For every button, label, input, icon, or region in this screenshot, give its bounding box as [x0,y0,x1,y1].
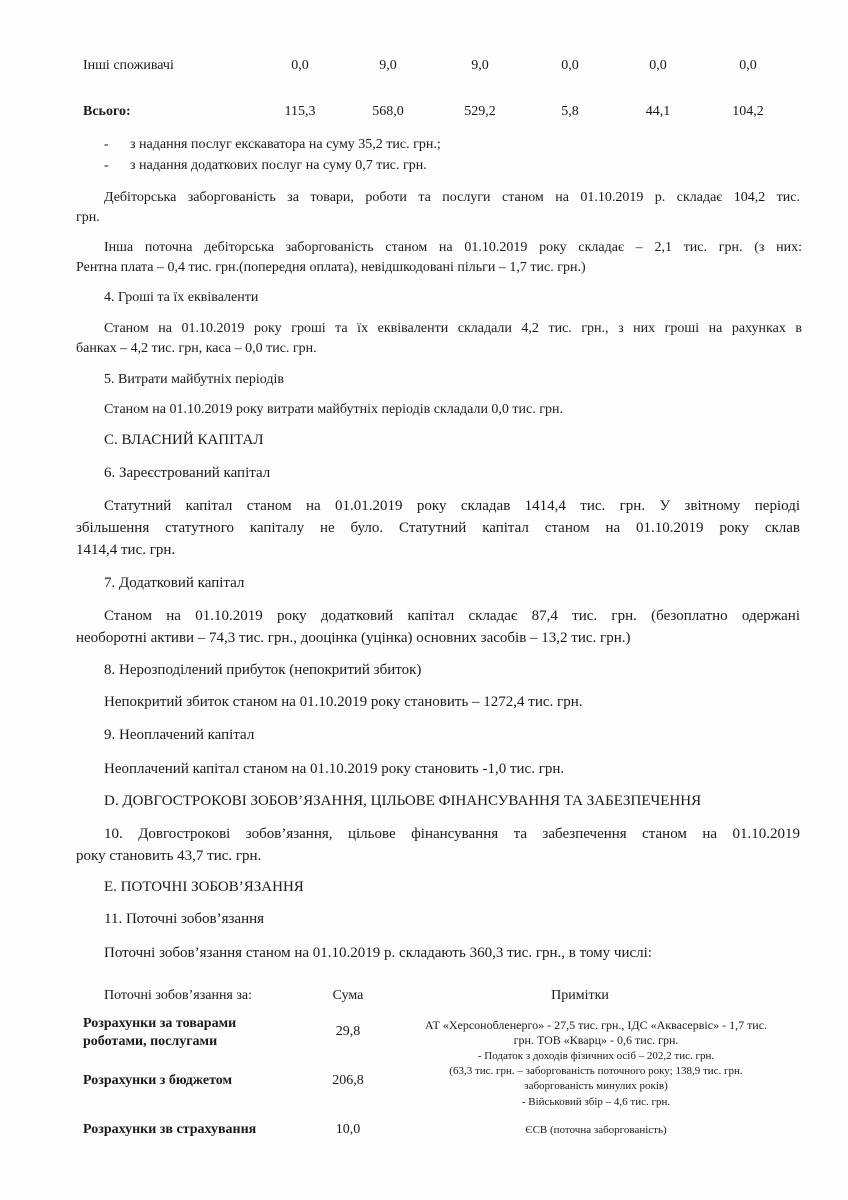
table-cell: 0,0 [739,58,757,73]
paragraph-line: Статутний капітал станом на 01.01.2019 року складав 1414,4 тис. грн. У звітному періоді [104,498,800,514]
table-row-note: - Військовий збір – 4,6 тис. грн. [521,1096,671,1108]
section-heading: 7. Додатковий капітал [104,575,245,591]
paragraph-line: грн. [76,210,100,225]
paragraph-line: Станом на 01.10.2019 року витрати майбутніх періодів складали 0,0 тис. грн. [104,402,563,417]
paragraph-line: Станом на 01.10.2019 року додатковий капітал складає 87,4 тис. грн. (безоплатно одержані [104,608,800,624]
section-heading: 9. Неоплачений капітал [104,727,255,743]
table-row-note: АТ «Херсонобленерго» - 27,5 тис. грн., ІДС «Аквасервіс» - 1,7 тис. [424,1018,768,1032]
table-cell: 9,0 [379,58,397,73]
table-row-note: заборгованість минулих років) [524,1080,668,1092]
table-row-note: грн. ТОВ «Кварц» - 0,6 тис. грн. [513,1033,679,1047]
section-heading: 6. Зареєстрований капітал [104,465,271,481]
section-heading: 11. Поточні зобов’язання [104,911,265,927]
table-row-sum: 10,0 [335,1122,361,1137]
table-cell: 44,1 [645,104,671,119]
table-row-sum: 29,8 [335,1024,361,1039]
section-heading: D. ДОВГОСТРОКОВІ ЗОБОВ’ЯЗАННЯ, ЦІЛЬОВЕ ФІНАНСУВАННЯ ТА ЗАБЕЗПЕЧЕННЯ [104,793,702,809]
table-cell: 0,0 [561,58,579,73]
table-cell: 0,0 [649,58,667,73]
table-cell: 104,2 [732,104,764,119]
paragraph-line: банках – 4,2 тис. грн, каса – 0,0 тис. грн. [76,341,317,356]
list-item: з надання додаткових послуг на суму 0,7 тис. грн. [130,158,427,173]
row-label-other-consumers: Інші споживачі [83,58,174,73]
paragraph-line: Станом на 01.10.2019 року гроші та їх еквіваленти складали 4,2 тис. грн., з них гроші на рахунках в [104,321,802,336]
table-row-note: ЄСВ (поточна заборгованість) [525,1124,667,1136]
bullet-dash: - [104,158,109,173]
table-cell: 5,8 [561,104,579,119]
paragraph-line: Дебіторська заборгованість за товари, роботи та послуги станом на 01.10.2019 р. складає 104,2 тис. [104,190,800,205]
section-heading: С. ВЛАСНИЙ КАПІТАЛ [104,432,264,448]
bullet-dash: - [104,137,109,152]
section-heading: Е. ПОТОЧНІ ЗОБОВ’ЯЗАННЯ [104,879,304,895]
paragraph-line: збільшення статутного капіталу не було. Статутний капітал станом на 01.10.2019 року склав [76,520,800,536]
paragraph-line: Непокритий збиток станом на 01.10.2019 року становить – 1272,4 тис. грн. [104,694,583,710]
table-header-sum: Сума [332,988,364,1003]
table-header-notes: Примітки [551,988,609,1003]
table-row-label: Розрахунки за товарами [83,1016,237,1031]
paragraph-line: Рентна плата – 0,4 тис. грн.(попередня оплата), невідшкодовані пільги – 1,7 тис. грн.) [76,260,586,275]
section-heading: 5. Витрати майбутніх періодів [104,372,284,387]
section-heading: 8. Нерозподілений прибуток (непокритий збиток) [104,662,422,678]
paragraph-line: 1414,4 тис. грн. [76,542,176,558]
paragraph-line: необоротні активи – 74,3 тис. грн., дооцінка (уцінка) основних засобів – 13,2 тис. грн.) [76,630,631,646]
table-row-label: Розрахунки з бюджетом [83,1073,233,1088]
paragraph-line: року становить 43,7 тис. грн. [76,848,262,864]
table-cell: 529,2 [464,104,496,119]
table-row-note: (63,3 тис. грн. – заборгованість поточного року; 138,9 тис. грн. [449,1065,743,1077]
table-row-sum: 206,8 [332,1073,364,1088]
table-cell: 9,0 [471,58,489,73]
row-label-total: Всього: [83,104,131,119]
table-row-label: Розрахунки зв страхування [83,1122,257,1137]
section-heading: 4. Гроші та їх еквіваленти [104,290,259,305]
table-cell: 568,0 [372,104,404,119]
table-row-label: роботами, послугами [83,1034,218,1049]
table-cell: 0,0 [291,58,309,73]
paragraph-line: Поточні зобов’язання станом на 01.10.2019 р. складають 360,3 тис. грн., в тому числі: [104,945,652,961]
paragraph-line: Неоплачений капітал станом на 01.10.2019 року становить -1,0 тис. грн. [104,761,565,777]
paragraph-line: Інша поточна дебіторська заборгованість станом на 01.10.2019 року складає – 2,1 тис. грн. (з них: [104,240,802,255]
table-row-note: - Податок з доходів фізичних осіб – 202,2 тис. грн. [477,1050,715,1062]
paragraph-line: 10. Довгострокові зобов’язання, цільове фінансування та забезпечення станом на 01.10.2019 [104,826,800,842]
list-item: з надання послуг екскаватора на суму 35,2 тис. грн.; [130,137,441,152]
table-cell: 115,3 [284,104,316,119]
table-header-liabilities: Поточні зобов’язання за: [104,988,253,1003]
